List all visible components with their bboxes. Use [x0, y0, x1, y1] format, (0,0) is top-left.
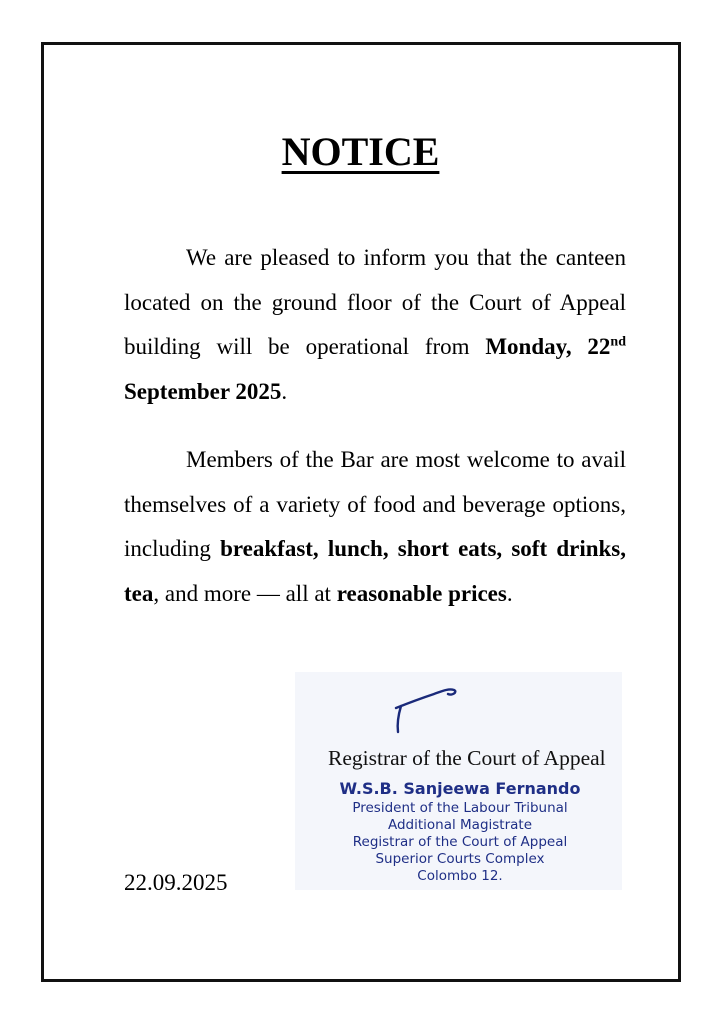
- handwritten-signature: [388, 684, 468, 736]
- paragraph-opening-end: .: [281, 378, 288, 404]
- opening-date-day: Monday, 22: [485, 334, 611, 359]
- seal-line: Colombo 12.: [417, 868, 503, 884]
- paragraph-opening-text: We are pleased to inform you that the canteen located on the ground floor of the Court of Appeal building will be operational from: [124, 245, 626, 359]
- notice-date: 22.09.2025: [124, 870, 228, 895]
- seal-name: W.S.B. Sanjeewa Fernando: [339, 779, 581, 798]
- seal-line: Superior Courts Complex: [375, 851, 545, 867]
- notice-title: NOTICE: [281, 129, 440, 174]
- food-options-bold: breakfast, lunch, short eats, soft drinks, tea: [124, 536, 626, 606]
- paragraph-options-mid: , and more — all at: [153, 580, 337, 606]
- paragraph-opening: [124, 236, 626, 414]
- paragraph-options: [124, 438, 626, 616]
- paragraph-options-text: Members of the Bar are most welcome to avail themselves of a variety of food and beverage options, including: [124, 447, 626, 561]
- paragraph-options-end: .: [506, 580, 513, 606]
- seal-line: Registrar of the Court of Appeal: [352, 834, 568, 850]
- seal-line: Additional Magistrate: [387, 817, 533, 833]
- reasonable-prices-bold: reasonable prices: [336, 580, 507, 606]
- seal-line: President of the Labour Tribunal: [352, 800, 568, 816]
- opening-date-month: September 2025: [124, 378, 282, 404]
- ordinal-suffix: nd: [610, 334, 626, 350]
- official-seal: [300, 778, 620, 885]
- registrar-title: Registrar of the Court of Appeal: [328, 746, 606, 770]
